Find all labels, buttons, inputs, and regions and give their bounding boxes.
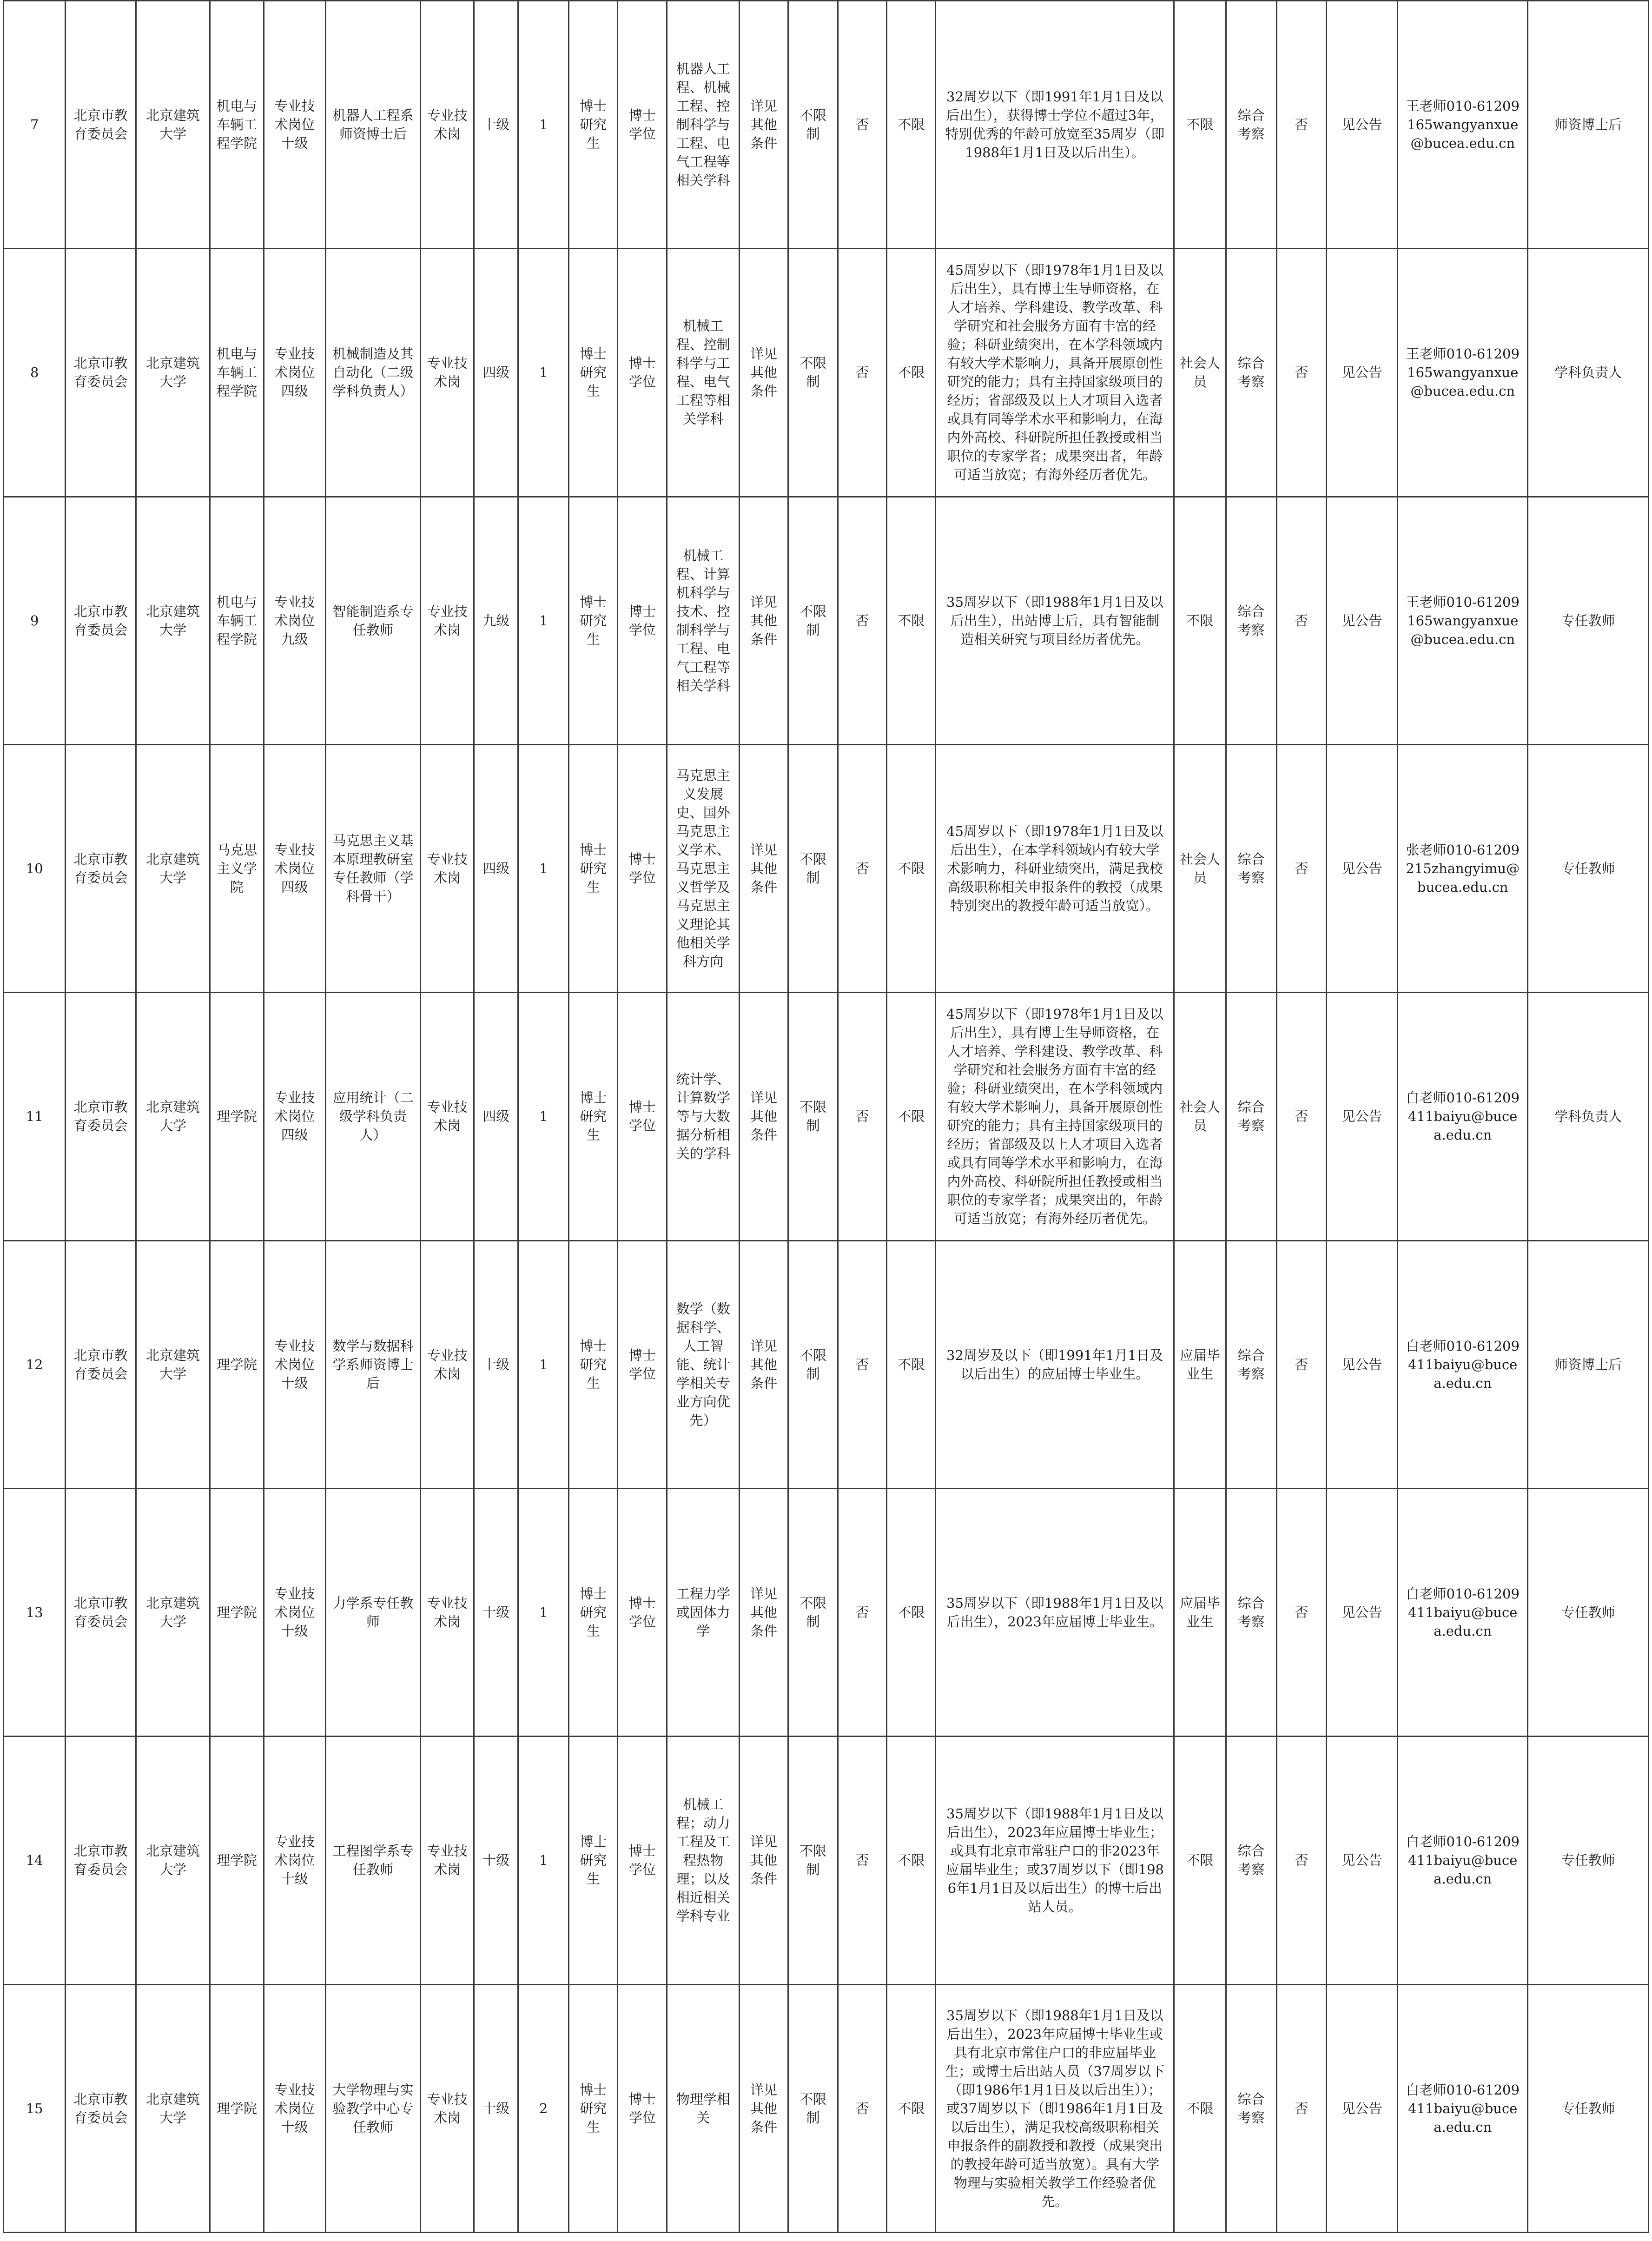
cell-political-status: 不限制: [788, 744, 838, 992]
cell-row-number: 14: [4, 1737, 66, 1984]
cell-post-name: 数学与数据科学系师资博士后: [325, 1240, 420, 1488]
cell-education: 博士研究生: [569, 1984, 618, 2232]
cell-headcount: 1: [518, 993, 569, 1240]
cell-contact: 白老师010-61209411baiyu@bucea.edu.cn: [1398, 1737, 1528, 1984]
cell-other-conditions: 详见其他条件: [739, 1, 788, 249]
cell-degree: 博士学位: [618, 1984, 667, 2232]
cell-education: 博士研究生: [569, 249, 618, 497]
cell-remark: 专任教师: [1528, 497, 1649, 744]
cell-remark: 专任教师: [1528, 744, 1649, 992]
cell-notice: 见公告: [1326, 249, 1398, 497]
cell-post-level: 专业技术岗位十级: [264, 1737, 325, 1984]
cell-other-conditions: 详见其他条件: [739, 249, 788, 497]
cell-row-number: 10: [4, 744, 66, 992]
cell-headcount: 1: [518, 1737, 569, 1984]
cell-department: 北京市教育委员会: [66, 1, 136, 249]
cell-post-name: 机器人工程系师资博士后: [325, 1, 420, 249]
cell-grade: 十级: [474, 1984, 518, 2232]
table-row: [4, 1737, 1649, 1984]
cell-exam-method: 综合考察: [1226, 744, 1276, 992]
cell-other-conditions: 详见其他条件: [739, 497, 788, 744]
cell-degree: 博士学位: [618, 1488, 667, 1736]
cell-contact: 张老师010-61209215zhangyimu@bucea.edu.cn: [1398, 744, 1528, 992]
cell-row-number: 8: [4, 249, 66, 497]
cell-gender: 不限: [887, 1737, 936, 1984]
cell-notice: 见公告: [1326, 1240, 1398, 1488]
cell-department: 北京市教育委员会: [66, 1984, 136, 2232]
cell-exam-flag: 否: [1276, 1984, 1326, 2232]
cell-exam-flag: 否: [1276, 993, 1326, 1240]
cell-notice: 见公告: [1326, 1984, 1398, 2232]
cell-political-status: 不限制: [788, 1, 838, 249]
cell-restriction-flag: 否: [838, 1737, 887, 1984]
table-row: [4, 249, 1649, 497]
cell-restriction-flag: 否: [838, 993, 887, 1240]
cell-applicant-source: 应届毕业生: [1174, 1240, 1226, 1488]
cell-notice: 见公告: [1326, 1, 1398, 249]
cell-contact: 王老师010-61209165wangyanxue@bucea.edu.cn: [1398, 249, 1528, 497]
cell-post-name: 大学物理与实验教学中心专任教师: [325, 1984, 420, 2232]
cell-contact: 白老师010-61209411baiyu@bucea.edu.cn: [1398, 1984, 1528, 2232]
cell-other-conditions: 详见其他条件: [739, 1488, 788, 1736]
cell-headcount: 1: [518, 1240, 569, 1488]
cell-remark: 专任教师: [1528, 1488, 1649, 1736]
cell-department: 北京市教育委员会: [66, 1737, 136, 1984]
table-row: [4, 1, 1649, 249]
cell-post-level: 专业技术岗位十级: [264, 1984, 325, 2232]
cell-requirements: 45周岁以下（即1978年1月1日及以后出生），具有博士生导师资格，在人才培养、学科建设、教学改革、科学研究和社会服务方面有丰富的经验；科研业绩突出，在本学科领域内有较大学术影响力，具备开展原创性研究的能力；具有主持国家级项目的经历；省部级及以上人才项目入选者或具有同等学术水平和影响力，在海内外高校、科研院所担任教授或相当职位的专家学者；成果突出者，年龄可适当放宽；有海外经历者优先。: [936, 249, 1174, 497]
cell-post-type: 专业技术岗: [421, 744, 474, 992]
cell-notice: 见公告: [1326, 744, 1398, 992]
cell-college: 机电与车辆工程学院: [210, 249, 264, 497]
cell-political-status: 不限制: [788, 1737, 838, 1984]
cell-restriction-flag: 否: [838, 497, 887, 744]
cell-restriction-flag: 否: [838, 1240, 887, 1488]
cell-degree: 博士学位: [618, 1737, 667, 1984]
table-row: [4, 497, 1649, 744]
cell-degree: 博士学位: [618, 497, 667, 744]
cell-post-level: 专业技术岗位十级: [264, 1488, 325, 1736]
cell-applicant-source: 社会人员: [1174, 249, 1226, 497]
cell-restriction-flag: 否: [838, 249, 887, 497]
cell-contact: 王老师010-61209165wangyanxue@bucea.edu.cn: [1398, 497, 1528, 744]
cell-contact: 白老师010-61209411baiyu@bucea.edu.cn: [1398, 993, 1528, 1240]
cell-college: 理学院: [210, 1488, 264, 1736]
cell-exam-method: 综合考察: [1226, 993, 1276, 1240]
cell-post-type: 专业技术岗: [421, 1737, 474, 1984]
cell-department: 北京市教育委员会: [66, 1488, 136, 1736]
cell-applicant-source: 不限: [1174, 1737, 1226, 1984]
cell-degree: 博士学位: [618, 249, 667, 497]
cell-degree: 博士学位: [618, 1240, 667, 1488]
cell-requirements: 35周岁以下（即1988年1月1日及以后出生），出站博士后，具有智能制造相关研究与项目经历者优先。: [936, 497, 1174, 744]
cell-exam-method: 综合考察: [1226, 1240, 1276, 1488]
cell-major: 机械工程；动力工程及工程热物理；以及相近相关学科专业: [667, 1737, 740, 1984]
cell-headcount: 1: [518, 497, 569, 744]
cell-restriction-flag: 否: [838, 1488, 887, 1736]
cell-department: 北京市教育委员会: [66, 744, 136, 992]
cell-headcount: 1: [518, 1488, 569, 1736]
cell-political-status: 不限制: [788, 1984, 838, 2232]
cell-employer: 北京建筑大学: [136, 1984, 210, 2232]
cell-employer: 北京建筑大学: [136, 249, 210, 497]
cell-post-level: 专业技术岗位四级: [264, 744, 325, 992]
cell-gender: 不限: [887, 497, 936, 744]
cell-grade: 十级: [474, 1488, 518, 1736]
cell-notice: 见公告: [1326, 993, 1398, 1240]
cell-grade: 四级: [474, 249, 518, 497]
cell-post-type: 专业技术岗: [421, 993, 474, 1240]
cell-applicant-source: 不限: [1174, 1984, 1226, 2232]
cell-contact: 白老师010-61209411baiyu@bucea.edu.cn: [1398, 1240, 1528, 1488]
cell-exam-flag: 否: [1276, 249, 1326, 497]
cell-remark: 专任教师: [1528, 1737, 1649, 1984]
cell-department: 北京市教育委员会: [66, 1240, 136, 1488]
cell-political-status: 不限制: [788, 249, 838, 497]
cell-restriction-flag: 否: [838, 744, 887, 992]
cell-remark: 师资博士后: [1528, 1, 1649, 249]
table-row: [4, 1488, 1649, 1736]
cell-exam-flag: 否: [1276, 1488, 1326, 1736]
cell-education: 博士研究生: [569, 1240, 618, 1488]
cell-post-level: 专业技术岗位九级: [264, 497, 325, 744]
cell-grade: 九级: [474, 497, 518, 744]
cell-applicant-source: 社会人员: [1174, 993, 1226, 1240]
cell-applicant-source: 应届毕业生: [1174, 1488, 1226, 1736]
cell-notice: 见公告: [1326, 1737, 1398, 1984]
cell-remark: 学科负责人: [1528, 993, 1649, 1240]
table-row: [4, 1984, 1649, 2232]
cell-post-name: 应用统计（二级学科负责人）: [325, 993, 420, 1240]
cell-other-conditions: 详见其他条件: [739, 1240, 788, 1488]
cell-major: 物理学相关: [667, 1984, 740, 2232]
cell-post-name: 智能制造系专任教师: [325, 497, 420, 744]
cell-education: 博士研究生: [569, 993, 618, 1240]
cell-college: 机电与车辆工程学院: [210, 1, 264, 249]
cell-employer: 北京建筑大学: [136, 1, 210, 249]
cell-grade: 十级: [474, 1, 518, 249]
cell-major: 数学（数据科学、人工智能、统计学相关专业方向优先）: [667, 1240, 740, 1488]
cell-contact: 王老师010-61209165wangyanxue@bucea.edu.cn: [1398, 1, 1528, 249]
cell-department: 北京市教育委员会: [66, 993, 136, 1240]
cell-post-name: 力学系专任教师: [325, 1488, 420, 1736]
cell-major: 马克思主义发展史、国外马克思主义学术、马克思主义哲学及马克思主义理论其他相关学科方向: [667, 744, 740, 992]
cell-major: 机器人工程、机械工程、控制科学与工程、电气工程等相关学科: [667, 1, 740, 249]
cell-degree: 博士学位: [618, 1, 667, 249]
cell-degree: 博士学位: [618, 744, 667, 992]
cell-notice: 见公告: [1326, 1488, 1398, 1736]
cell-college: 理学院: [210, 993, 264, 1240]
cell-department: 北京市教育委员会: [66, 249, 136, 497]
cell-degree: 博士学位: [618, 993, 667, 1240]
cell-exam-flag: 否: [1276, 1240, 1326, 1488]
cell-exam-method: 综合考察: [1226, 1737, 1276, 1984]
cell-political-status: 不限制: [788, 993, 838, 1240]
cell-requirements: 35周岁以下（即1988年1月1日及以后出生），2023年应届博士毕业生或具有北京市常住户口的非应届毕业生；或博士后出站人员（37周岁以下（即1986年1月1日及以后出生））；或37周岁以下（即1986年1月1日及以后出生），满足我校高级职称相关申报条件的副教授和教授（成果突出的教授年龄可适当放宽）。具有大学物理与实验相关教学工作经验者优先。: [936, 1984, 1174, 2232]
cell-other-conditions: 详见其他条件: [739, 1984, 788, 2232]
cell-exam-method: 综合考察: [1226, 1488, 1276, 1736]
cell-headcount: 1: [518, 249, 569, 497]
cell-education: 博士研究生: [569, 497, 618, 744]
cell-political-status: 不限制: [788, 1488, 838, 1736]
cell-college: 理学院: [210, 1737, 264, 1984]
cell-post-type: 专业技术岗: [421, 1488, 474, 1736]
cell-row-number: 11: [4, 993, 66, 1240]
cell-education: 博士研究生: [569, 1, 618, 249]
cell-major: 机械工程、计算机科学与技术、控制科学与工程、电气工程等相关学科: [667, 497, 740, 744]
cell-education: 博士研究生: [569, 1737, 618, 1984]
cell-gender: 不限: [887, 249, 936, 497]
table-row: [4, 1240, 1649, 1488]
cell-remark: 专任教师: [1528, 1984, 1649, 2232]
cell-requirements: 32周岁及以下（即1991年1月1日及以后出生）的应届博士毕业生。: [936, 1240, 1174, 1488]
cell-political-status: 不限制: [788, 1240, 838, 1488]
cell-headcount: 2: [518, 1984, 569, 2232]
cell-post-name: 机械制造及其自动化（二级学科负责人）: [325, 249, 420, 497]
cell-headcount: 1: [518, 744, 569, 992]
cell-post-name: 马克思主义基本原理教研室专任教师（学科骨干）: [325, 744, 420, 992]
cell-post-level: 专业技术岗位十级: [264, 1, 325, 249]
cell-major: 机械工程、控制科学与工程、电气工程等相关学科: [667, 249, 740, 497]
cell-employer: 北京建筑大学: [136, 497, 210, 744]
cell-grade: 十级: [474, 1240, 518, 1488]
cell-post-type: 专业技术岗: [421, 249, 474, 497]
cell-post-type: 专业技术岗: [421, 1984, 474, 2232]
cell-education: 博士研究生: [569, 744, 618, 992]
cell-employer: 北京建筑大学: [136, 1737, 210, 1984]
cell-employer: 北京建筑大学: [136, 993, 210, 1240]
cell-restriction-flag: 否: [838, 1984, 887, 2232]
cell-post-name: 工程图学系专任教师: [325, 1737, 420, 1984]
cell-exam-flag: 否: [1276, 744, 1326, 992]
recruitment-table: [3, 0, 1649, 2233]
cell-exam-method: 综合考察: [1226, 249, 1276, 497]
cell-post-type: 专业技术岗: [421, 1, 474, 249]
cell-grade: 四级: [474, 744, 518, 992]
cell-headcount: 1: [518, 1, 569, 249]
cell-contact: 白老师010-61209411baiyu@bucea.edu.cn: [1398, 1488, 1528, 1736]
cell-applicant-source: 社会人员: [1174, 744, 1226, 992]
cell-post-type: 专业技术岗: [421, 1240, 474, 1488]
cell-post-type: 专业技术岗: [421, 497, 474, 744]
cell-other-conditions: 详见其他条件: [739, 993, 788, 1240]
cell-college: 理学院: [210, 1240, 264, 1488]
cell-row-number: 9: [4, 497, 66, 744]
cell-gender: 不限: [887, 1240, 936, 1488]
cell-college: 马克思主义学院: [210, 744, 264, 992]
cell-gender: 不限: [887, 744, 936, 992]
cell-restriction-flag: 否: [838, 1, 887, 249]
cell-post-level: 专业技术岗位十级: [264, 1240, 325, 1488]
cell-employer: 北京建筑大学: [136, 1240, 210, 1488]
cell-political-status: 不限制: [788, 497, 838, 744]
cell-requirements: 45周岁以下（即1978年1月1日及以后出生），具有博士生导师资格，在人才培养、学科建设、教学改革、科学研究和社会服务方面有丰富的经验；科研业绩突出，在本学科领域内有较大学术影响力，具备开展原创性研究的能力；具有主持国家级项目的经历；省部级及以上人才项目入选者或具有同等学术水平和影响力，在海内外高校、科研院所担任教授或相当职位的专家学者；成果突出的，年龄可适当放宽；有海外经历者优先。: [936, 993, 1174, 1240]
cell-row-number: 12: [4, 1240, 66, 1488]
cell-exam-method: 综合考察: [1226, 497, 1276, 744]
cell-exam-method: 综合考察: [1226, 1, 1276, 249]
cell-post-level: 专业技术岗位四级: [264, 249, 325, 497]
cell-requirements: 32周岁以下（即1991年1月1日及以后出生），获得博士学位不超过3年，特别优秀的年龄可放宽至35周岁（即1988年1月1日及以后出生）。: [936, 1, 1174, 249]
table-row: [4, 993, 1649, 1240]
cell-remark: 师资博士后: [1528, 1240, 1649, 1488]
cell-gender: 不限: [887, 1984, 936, 2232]
cell-row-number: 15: [4, 1984, 66, 2232]
cell-major: 统计学、计算数学等与大数据分析相关的学科: [667, 993, 740, 1240]
cell-education: 博士研究生: [569, 1488, 618, 1736]
cell-applicant-source: 不限: [1174, 497, 1226, 744]
cell-other-conditions: 详见其他条件: [739, 1737, 788, 1984]
cell-exam-flag: 否: [1276, 1, 1326, 249]
cell-post-level: 专业技术岗位四级: [264, 993, 325, 1240]
cell-remark: 学科负责人: [1528, 249, 1649, 497]
cell-other-conditions: 详见其他条件: [739, 744, 788, 992]
cell-gender: 不限: [887, 1488, 936, 1736]
cell-employer: 北京建筑大学: [136, 744, 210, 992]
cell-college: 机电与车辆工程学院: [210, 497, 264, 744]
cell-row-number: 7: [4, 1, 66, 249]
cell-grade: 十级: [474, 1737, 518, 1984]
cell-exam-flag: 否: [1276, 1737, 1326, 1984]
cell-requirements: 45周岁以下（即1978年1月1日及以后出生），在本学科领域内有较大学术影响力，科研业绩突出，满足我校高级职称相关申报条件的教授（成果特别突出的教授年龄可适当放宽）。: [936, 744, 1174, 992]
cell-college: 理学院: [210, 1984, 264, 2232]
cell-exam-method: 综合考察: [1226, 1984, 1276, 2232]
cell-department: 北京市教育委员会: [66, 497, 136, 744]
cell-gender: 不限: [887, 1, 936, 249]
cell-employer: 北京建筑大学: [136, 1488, 210, 1736]
cell-grade: 四级: [474, 993, 518, 1240]
cell-major: 工程力学或固体力学: [667, 1488, 740, 1736]
cell-gender: 不限: [887, 993, 936, 1240]
cell-requirements: 35周岁以下（即1988年1月1日及以后出生），2023年应届博士毕业生；或具有北京市常驻户口的非2023年应届毕业生；或37周岁以下（即1986年1月1日及以后出生）的博士后出站人员。: [936, 1737, 1174, 1984]
cell-applicant-source: 不限: [1174, 1, 1226, 249]
table-row: [4, 744, 1649, 992]
cell-notice: 见公告: [1326, 497, 1398, 744]
cell-requirements: 35周岁以下（即1988年1月1日及以后出生），2023年应届博士毕业生。: [936, 1488, 1174, 1736]
cell-exam-flag: 否: [1276, 497, 1326, 744]
cell-row-number: 13: [4, 1488, 66, 1736]
